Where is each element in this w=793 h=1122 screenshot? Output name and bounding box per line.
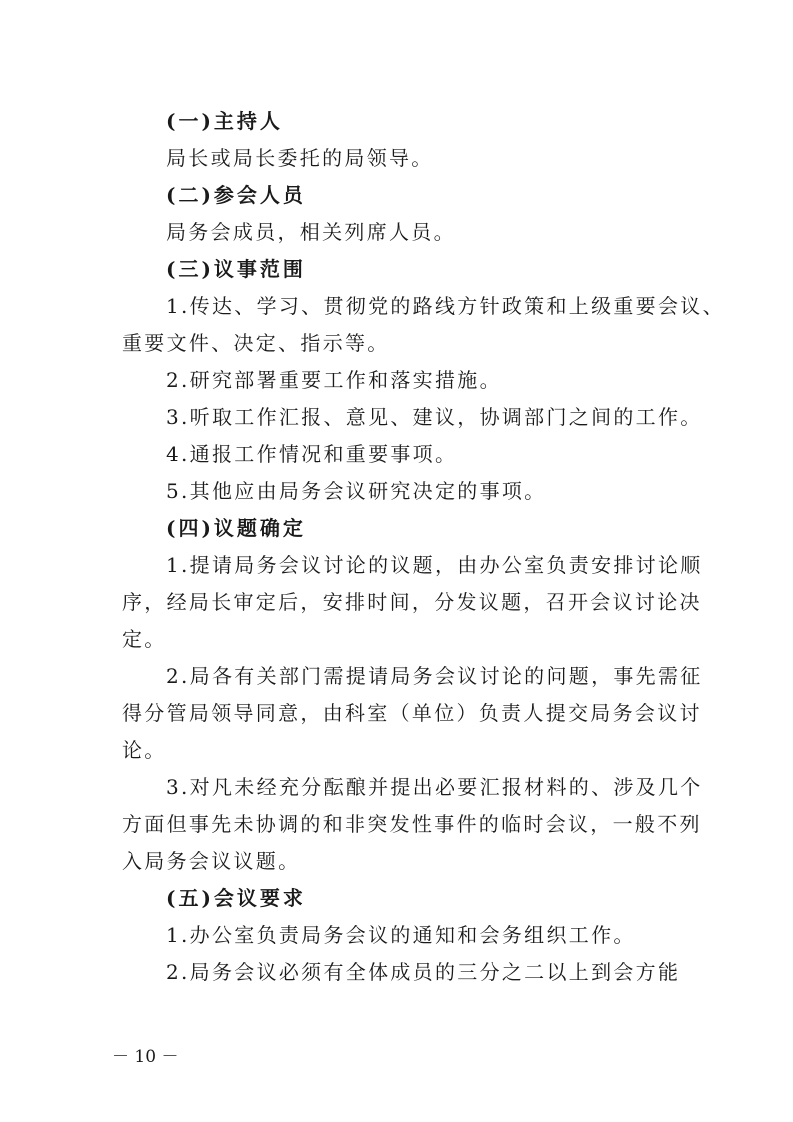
text-line: 局长或局长委托的局领导。 [166, 146, 434, 170]
page-number: － 10 － [112, 1047, 179, 1067]
text-line: 入局务会议议题。 [122, 849, 301, 873]
text-line: 3.听取工作汇报、意见、建议，协调部门之间的工作。 [166, 405, 703, 429]
text-line: 5.其他应由局务会议研究决定的事项。 [166, 479, 547, 503]
section-heading: (一)主持人 [166, 109, 283, 133]
text-line: 1.提请局务会议讨论的议题，由办公室负责安排讨论顺 [166, 553, 703, 577]
text-line: 重要文件、决定、指示等。 [122, 331, 390, 355]
text-line: 2.局各有关部门需提请局务会议讨论的问题，事先需征 [166, 664, 703, 688]
text-line: 1.办公室负责局务会议的通知和会务组织工作。 [166, 923, 636, 947]
section-heading: (二)参会人员 [166, 183, 306, 207]
text-line: 局务会成员，相关列席人员。 [166, 220, 456, 244]
text-line: 2.研究部署重要工作和落实措施。 [166, 368, 502, 392]
text-line: 定。 [122, 627, 167, 651]
section-heading: (四)议题确定 [166, 516, 306, 540]
document-body [122, 103, 725, 991]
text-line: 1.传达、学习、贯彻党的路线方针政策和上级重要会议、 [166, 294, 725, 318]
text-line: 论。 [122, 738, 167, 762]
text-line: 4.通报工作情况和重要事项。 [166, 442, 458, 466]
section-heading: (五)会议要求 [166, 886, 306, 910]
text-line: 3.对凡未经充分酝酿并提出必要汇报材料的、涉及几个 [166, 775, 703, 799]
text-line: 序，经局长审定后，安排时间，分发议题，召开会议讨论决 [122, 590, 702, 614]
text-line: 方面但事先未协调的和非突发性事件的临时会议，一般不列 [122, 812, 702, 836]
text-line: 得分管局领导同意，由科室（单位）负责人提交局务会议讨 [122, 701, 702, 725]
section-heading: (三)议事范围 [166, 257, 306, 281]
text-line: 2.局务会议必须有全体成员的三分之二以上到会方能 [166, 960, 681, 984]
